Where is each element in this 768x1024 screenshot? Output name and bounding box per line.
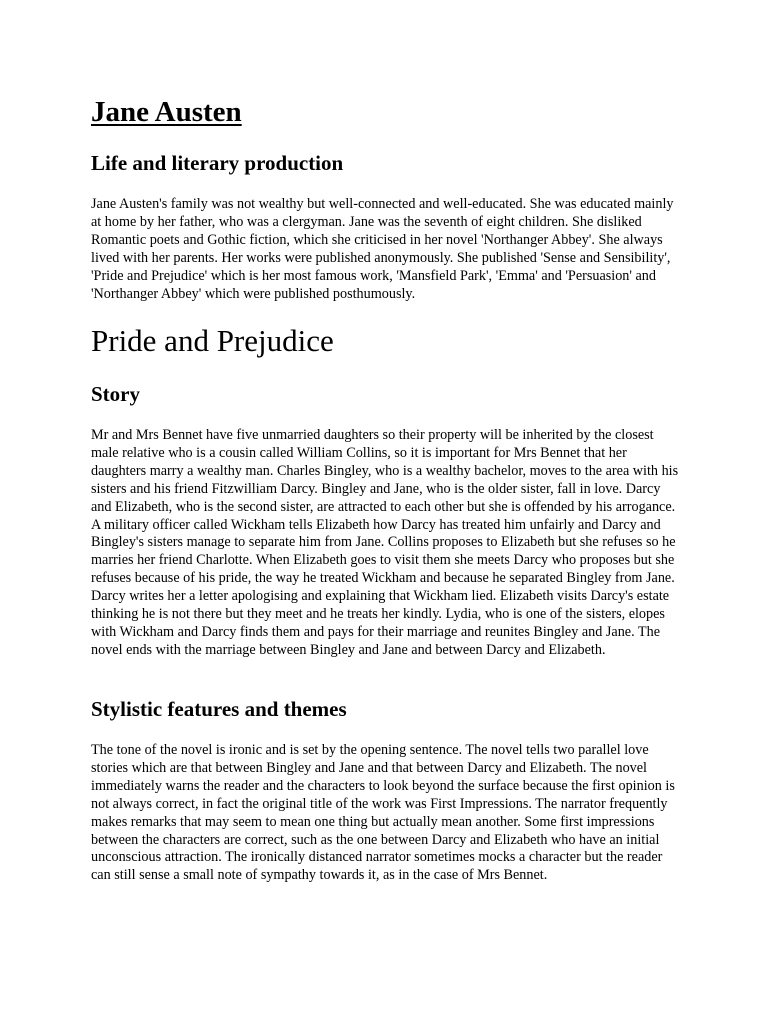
document-title: Jane Austen xyxy=(91,96,242,128)
section-heading-life: Life and literary production xyxy=(91,151,344,175)
section-body-story: Mr and Mrs Bennet have five unmarried daughters so their property will be inherited by the closest male relative who is a cousin called William Collins, so it is important for Mrs Bennet that her daughters marry a wealthy man. Charles Bingley, who is a wealthy bachelor, moves to the area with his sisters and his friend Fitzwilliam Darcy. Bingley and Jane, who is the older sister, fall in love. Darcy and Elizabeth, who is the second sister, are attracted to each other but she is offended by his arrogance. A military officer called Wickham tells Elizabeth how Darcy has treated him unfairly and Darcy and Bingley's sisters manage to separate him from Jane. Collins proposes to Elizabeth but she refuses so he marries her friend Charlotte. When Elizabeth goes to visit them she meets Darcy who proposes but she refuses because of his pride, the way he treated Wickham and because he separated Bingley from Jane. Darcy writes her a letter apologising and explaining that Wickham lied. Elizabeth visits Darcy's estate thinking he is not there but they meet and he treats her kindly. Lydia, who is one of the sisters, elopes with Wickham and Darcy finds them and pays for their marriage and reunites Bingley and Jane. The novel ends with the marriage between Bingley and Jane and between Darcy and Elizabeth. xyxy=(91,427,679,658)
part-heading-pride-and-prejudice: Pride and Prejudice xyxy=(91,323,334,358)
section-heading-story: Story xyxy=(91,382,140,406)
section-body-stylistic-features: The tone of the novel is ironic and is set by the opening sentence. The novel tells two parallel love stories which are that between Bingley and Jane and that between Darcy and Elizabeth. The novel immediately warns the reader and the characters to look beyond the surface because the first opinion is not always correct, in fact the original title of the work was First Impressions. The narrator frequently makes remarks that may seem to mean one thing but actually mean another. Some first impressions between the characters are correct, such as the one between Darcy and Elizabeth who have an initial unconscious attraction. The ironically distanced narrator sometimes mocks a character but the reader can still sense a small note of sympathy towards it, as in the case of Mrs Bennet. xyxy=(91,742,675,884)
section-heading-stylistic-features: Stylistic features and themes xyxy=(91,697,347,721)
section-body-life: Jane Austen's family was not wealthy but well-connected and well-educated. She was educated mainly at home by her father, who was a clergyman. Jane was the seventh of eight children. She disliked Romantic poets and Gothic fiction, which she criticised in her novel 'Northanger Abbey'. She always lived with her parents. Her works were published anonymously. She published 'Sense and Sensibility', 'Pride and Prejudice' which is her most famous work, 'Mansfield Park', 'Emma' and 'Persuasion' and 'Northanger Abbey' which were published posthumously. xyxy=(91,196,674,302)
